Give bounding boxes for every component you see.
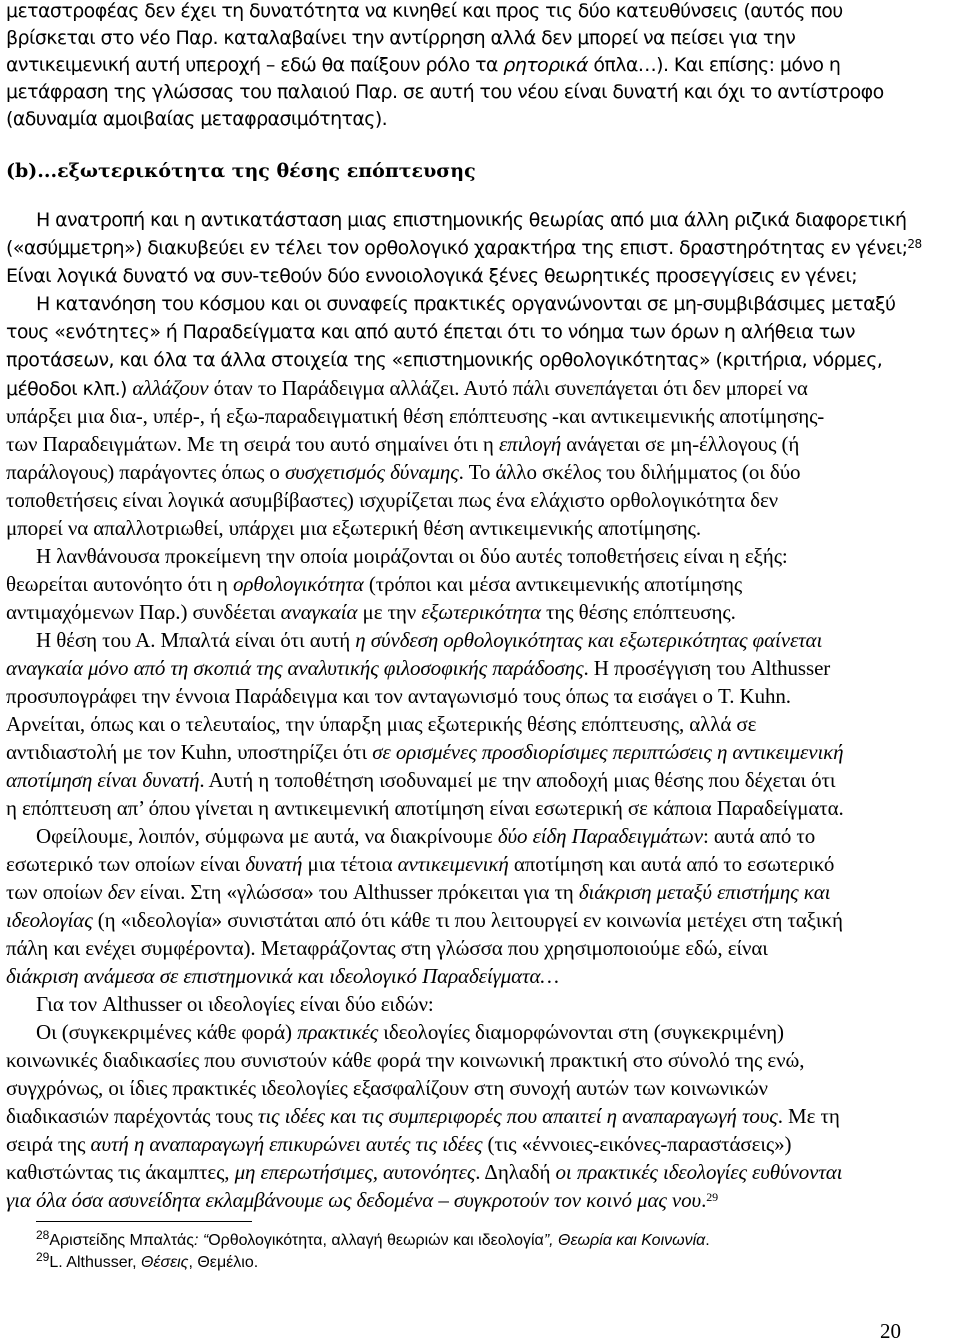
page-number: 20 [880, 1319, 901, 1343]
emphasis: αντικειμενική [397, 852, 509, 876]
text-line: Η λανθάνουσα προκείμενη την οποία μοιράζονται οι δύο αυτές τοποθετήσεις είναι η εξής: [36, 544, 788, 568]
text-line: σειρά της αυτή η αναπαραγωγή επικυρώνει αυτές τις ιδέες (τις «έννοιες-εικόνες-παραστάσεις») [6, 1132, 792, 1156]
emphasis: διάκριση ανάμεσα σε επιστημονικά και ιδεολογικό Παραδείγματα… [6, 964, 560, 988]
text-line: μεταστροφέας δεν έχει τη δυνατότητα να κινηθεί και προς τις δύο κατευθύνσεις (αυτός που [6, 0, 843, 22]
text-line: για όλα όσα ασυνείδητα εκλαμβάνουμε ως δεδομένα – συγκροτούν τον κοινό μας νου.$^{29}$ [6, 1188, 719, 1212]
emphasis: δυνατή [245, 852, 303, 876]
footnote-divider [36, 1221, 252, 1222]
text-line: Για τον Althusser οι ιδεολογίες είναι δύο ειδών: [36, 992, 434, 1016]
emphasis: αναγκαία μόνο από τη σκοπιά της αναλυτικής φιλοσοφικής παράδοσης [6, 656, 584, 680]
text-line: εσωτερικό των οποίων είναι δυνατή μια τέτοια αντικειμενική αποτίμηση και αυτά από το εσωτερικό [6, 852, 835, 876]
emphasis: η σύνδεση ορθολογικότητας και εξωτερικότητας φαίνεται [355, 628, 823, 652]
footnote-ref-28: 28 [907, 237, 922, 251]
text-line: αντιδιαστολή με τον Kuhn, υποστηρίζει ότι σε ορισμένες προσδιορίσιμες περιπτώσεις η αντικειμενική [6, 740, 844, 764]
text-line: αποτίμηση είναι δυνατή. Αυτή η τοποθέτηση ισοδυναμεί με την αποδοχή μιας θέσης που δέχεται ότι [6, 768, 836, 792]
emphasis: πρακτικές [297, 1020, 379, 1044]
text-line: Είναι λογικά δυνατό να συν-τεθούν δύο εννοιολογικά ξένες θεωρητικές προσεγγίσεις εν γένει; [6, 265, 858, 287]
text-line: προτάσεων, και όλα τα άλλα στοιχεία της «επιστημονικής ορθολογικότητας» (κριτήρια, νόρμες, [6, 349, 883, 371]
text-line: διαδικασιών παρέχοντάς τους τις ιδέες και τις συμπεριφορές που απαιτεί η αναπαραγωγή τους. Με τη [6, 1104, 840, 1128]
text-line: των οποίων δεν είναι. Στη «γλώσσα» του Althusser πρόκειται για τη διάκριση μεταξύ επιστήμης και [6, 880, 831, 904]
emphasis: διάκριση μεταξύ επιστήμης και [578, 880, 831, 904]
text-line [6, 964, 954, 989]
text-line: μέθοδοι κλπ.) αλλάζουν όταν το Παράδειγμα αλλάζει. Αυτό πάλι συνεπάγεται ότι δεν μπορεί να [6, 376, 808, 400]
text-line: αντιμαχόμενων Παρ.) συνδέεται αναγκαία με την εξωτερικότητα της θέσης επόπτευσης. [6, 600, 736, 624]
emphasis: δεν [107, 880, 135, 904]
emphasis: για όλα όσα ασυνείδητα εκλαμβάνουμε ως δεδομένα – συγκροτούν τον κοινό μας νου [6, 1188, 702, 1212]
text-line: πάλη και ενέχει συμφέροντα). Μεταφράζοντας στη γλώσσα που χρησιμοποιούμε εδώ, είναι [6, 936, 768, 960]
text-line: τοποθετήσεις είναι λογικά ασυμβίβαστες) ισχυρίζεται πως ένα ελάχιστο ορθολογικότητα δεν [6, 488, 779, 512]
emphasis: αποτίμηση είναι δυνατή [6, 768, 200, 792]
text-line: προσυπογράφει την έννοια Παράδειγμα και τον ανταγωνισμό τους όπως τα εισάγει ο T. Kuhn. [6, 684, 791, 708]
text-line: Οφείλουμε, λοιπόν, σύμφωνα με αυτά, να διακρίνουμε δύο είδη Παραδειγμάτων: αυτά από το [36, 824, 816, 848]
text-line: («ασύμμετρη») διακυβεύει εν τέλει τον ορθολογικό χαρακτήρα της επιστ. δραστηρότητας εν γένει;$^{28}$ [6, 237, 922, 259]
text-line: θεωρείται αυτονόητο ότι η ορθολογικότητα (τρόποι και μέσα αντικειμενικής αποτίμησης [6, 572, 743, 596]
text-line: ιδεολογίας (η «ιδεολογία» συνιστάται από ότι κάθε τι που λειτουργεί εν κοινωνία μετέχει στη ταξική [6, 908, 843, 932]
text-line: η επόπτευση απ’ όπου γίνεται η αντικειμενική αποτίμηση είναι εσωτερική σε κάποια Παραδείγματα. [6, 796, 844, 820]
emphasis: συσχετισμός δύναμης [284, 460, 459, 484]
emphasis: τις ιδέες και τις συμπεριφορές που απαιτεί η αναπαραγωγή τους [257, 1104, 778, 1128]
text-line: Η κατανόηση του κόσμου και οι συναφείς πρακτικές οργανώνονται σε μη-συμβιβάσιμες μεταξύ [36, 293, 896, 315]
footnote-ref-29: 29 [706, 1190, 719, 1204]
text-line: υπάρξει μια δια-, υπέρ-, ή εξω-παραδειγματική θέση επόπτευσης -και αντικειμενικής αποτίμησης- [6, 404, 825, 428]
text-line: Η ανατροπή και η αντικατάσταση μιας επιστημονικής θεωρίας από μια άλλη ριζικά διαφορετική [36, 209, 907, 231]
text-line: Οι (συγκεκριμένες κάθε φορά) πρακτικές ιδεολογίες διαμορφώνονται στη (συγκεκριμένη) [36, 1020, 784, 1044]
emphasis: δύο είδη Παραδειγμάτων [497, 824, 703, 848]
text-line: κοινωνικές διαδικασίες που συνιστούν κάθε φορά την κοινωνική πρακτική στο σύνολό της ενώ, [6, 1048, 805, 1072]
text-line: μετάφραση της γλώσσας του παλαιού Παρ. σε αυτή του νέου είναι δυνατή και όχι το αντίστροφο [6, 81, 884, 103]
emphasis: αναγκαία [280, 600, 358, 624]
text-line: τους «ενότητες» ή Παραδείγματα και από αυτό έπεται ότι το νόημα των όρων η αλήθεια των [6, 321, 855, 343]
footnote-29: $^{29}$L. Althusser, Θέσεις, Θεμέλιο. [36, 1250, 259, 1271]
text-line: (αδυναμία αμοιβαίας μεταφρασιμότητας). [6, 108, 388, 130]
section-heading: (b)...εξωτερικότητα της θέσης επόπτευσης [6, 160, 476, 182]
text-line: Η θέση του Α. Μπαλτά είναι ότι αυτή η σύνδεση ορθολογικότητας και εξωτερικότητας φαίνεται [36, 628, 823, 652]
emphasis: μη επερωτήσιμες, αυτονόητες [234, 1160, 476, 1184]
emphasis: αλλάζουν [132, 376, 209, 400]
text-line: μπορεί να απαλλοτριωθεί, υπάρχει μια εξωτερική θέση αντικειμενικής αποτίμησης. [6, 516, 702, 540]
text-line: των Παραδειγμάτων. Με τη σειρά του αυτό σημαίνει ότι η επιλογή ανάγεται σε μη-έλλογους (ή [6, 432, 800, 456]
text-line: καθιστώντας τις άκαμπτες, μη επερωτήσιμες, αυτονόητες. Δηλαδή οι πρακτικές ιδεολογίες ευθύνονται [6, 1160, 843, 1184]
footnote-28: $^{28}$Αριστείδης Μπαλτάς: “Ορθολογικότητα, αλλαγή θεωριών και ιδεολογία”, Θεωρία και Κοινωνία. [36, 1228, 710, 1249]
emphasis: ιδεολογίας [6, 908, 93, 932]
text-line: αναγκαία μόνο από τη σκοπιά της αναλυτικής φιλοσοφικής παράδοσης. Η προσέγγιση του Althusser [6, 656, 831, 680]
emphasis: ρητορικά [503, 54, 588, 76]
text-line: αντικειμενική αυτή υπεροχή – εδώ θα παίξουν ρόλο τα ρητορικά όπλα…). Και επίσης: μόνο η [6, 54, 841, 76]
text-line: Αρνείται, όπως και ο τελευταίος, την ύπαρξη μιας εξωτερικής θέσης επόπτευσης, αλλά σε [6, 712, 757, 736]
emphasis: εξωτερικότητα [421, 600, 541, 624]
emphasis: οι πρακτικές ιδεολογίες ευθύνονται [555, 1160, 843, 1184]
text-line: παράλογους) παράγοντες όπως ο συσχετισμός δύναμης. Το άλλο σκέλος του διλήμματος (οι δύο [6, 460, 801, 484]
text-line: συγχρόνως, οι ίδιες πρακτικές ιδεολογίες εξασφαλίζουν στη συνοχή αυτών των κοινωνικών [6, 1076, 768, 1100]
emphasis: σε ορισμένες προσδιορίσιμες περιπτώσεις η αντικειμενική [372, 740, 844, 764]
emphasis: επιλογή [498, 432, 562, 456]
emphasis: αυτή η αναπαραγωγή επικυρώνει αυτές τις ιδέες [90, 1132, 483, 1156]
emphasis: ορθολογικότητα [232, 572, 364, 596]
text-line: βρίσκεται στο νέο Παρ. καταλαβαίνει την αντίρρηση αλλά δεν μπορεί να πείσει για την [6, 27, 796, 49]
